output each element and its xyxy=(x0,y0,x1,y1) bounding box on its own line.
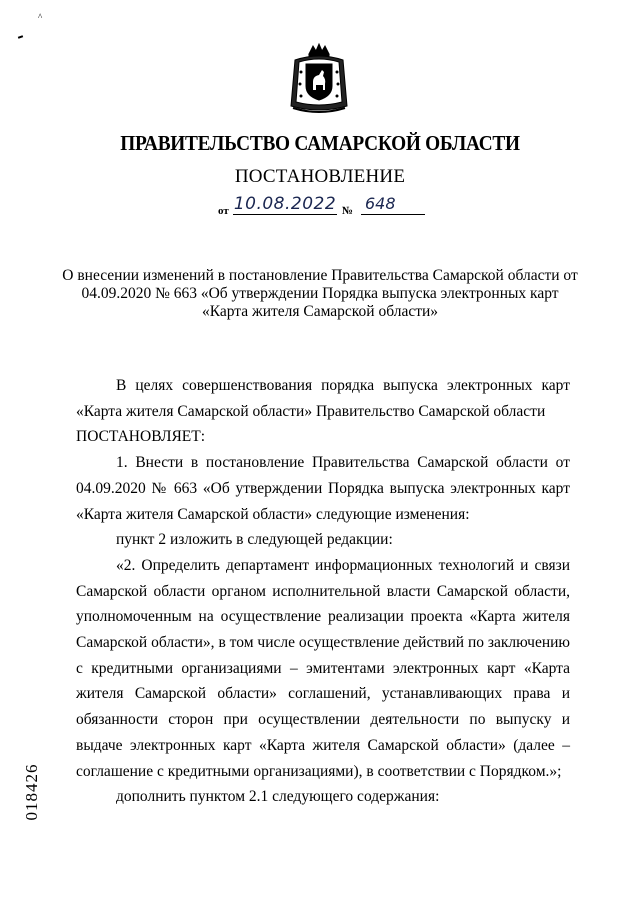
handwritten-date: 10.08.2022 xyxy=(233,194,337,214)
coat-of-arms-icon xyxy=(289,42,349,116)
document-title: О внесении изменений в постановление Правительства Самарской области от 04.09.2020 № 663 «Об утверждении Порядка выпуска электронных карт «Карта жителя Самарской области» xyxy=(62,267,578,320)
paragraph-item-1: 1. Внести в постановление Правительства Самарской области от 04.09.2020 № 663 «Об утверждении Порядка выпуска электронных карт «Карта жителя Самарской области» следующие изменения: xyxy=(76,454,570,523)
serial-number-text: 018426 xyxy=(22,763,41,821)
margin-mark: ^ xyxy=(38,12,43,22)
paragraph-item-2-text: «2. Определить департамент информационных технологий и связи Самарской области органом исполнительной власти Самарской области, уполномоченным на осуществление реализации проекта «Карта жителя Самарской области», в том числе осуществление действий по заключению с кредитными организациями – эмитентами электронных карт «Карта жителя Самарской области» соглашений, устанавливающих права и обязанности сторон при осуществлении деятельности по выпуску и выдаче электронных карт «Карта жителя Самарской области» (далее – соглашение с кредитными организациями), в соответствии с Порядком.»; xyxy=(76,556,570,780)
date-prefix: от xyxy=(218,205,229,217)
government-heading: ПРАВИТЕЛЬСТВО САМАРСКОЙ ОБЛАСТИ xyxy=(120,131,520,155)
paragraph-resolves: ПОСТАНОВЛЯЕТ: xyxy=(76,428,206,446)
document-type: ПОСТАНОВЛЕНИЕ xyxy=(234,166,406,187)
number-prefix: № xyxy=(342,205,354,217)
date-number-line xyxy=(218,195,468,221)
paragraph-preamble: В целях совершенствования порядка выпуска электронных карт «Карта жителя Самарской области» Правительство Самарской области xyxy=(76,377,570,420)
paragraph-item-2-intro: пункт 2 изложить в следующей редакции: xyxy=(116,531,393,549)
margin-tick xyxy=(18,35,23,39)
serial-number xyxy=(22,763,42,842)
handwritten-number: 648 xyxy=(361,194,425,215)
paragraph-item-2-1-intro: дополнить пунктом 2.1 следующего содержания: xyxy=(116,788,440,806)
document-body xyxy=(76,373,570,810)
